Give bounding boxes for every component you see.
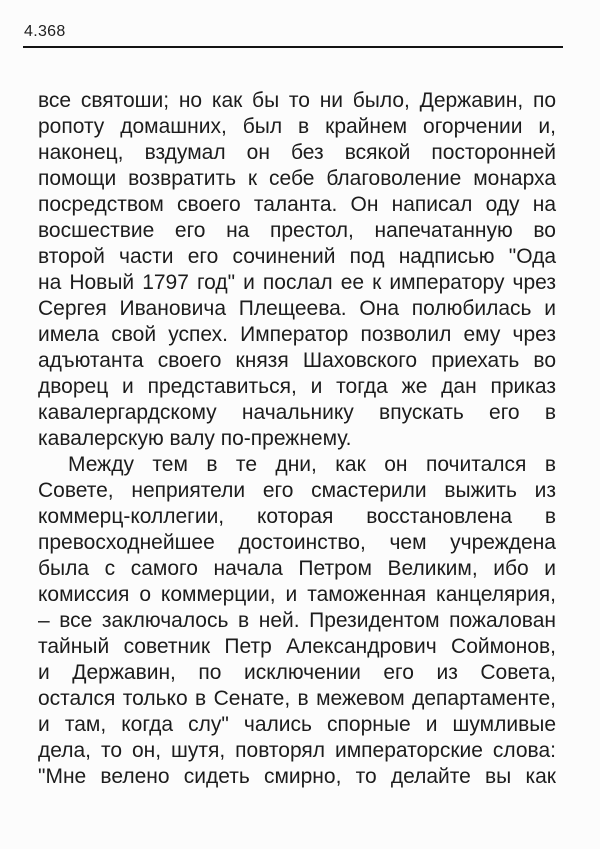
text-line: адъютанта своего князя Шаховского приехать во (38, 349, 556, 372)
text-body (38, 88, 556, 790)
text-line: посредством своего таланта. Он написал оду на (38, 193, 556, 216)
text-line: – все заключалось в ней. Президентом пожалован (38, 609, 556, 632)
text-line: дворец и представиться, и тогда же дан приказ (38, 375, 556, 398)
text-line: и там, когда слу" чались спорные и шумливые (38, 713, 556, 736)
text-line: остался только в Сенате, в межевом департаменте, (38, 687, 556, 710)
text-line: Сергея Ивановича Плещеева. Она полюбилась и (38, 297, 556, 320)
text-line: была с самого начала Петром Великим, ибо и (38, 557, 556, 580)
text-line: имела свой успех. Император позволил ему чрез (38, 323, 556, 346)
text-line: второй части его сочинений под надписью "Ода (38, 245, 556, 268)
text-line: превосходнейшее достоинство, чем учреждена (38, 531, 556, 554)
text-line: кавалергардскому начальнику впускать его в (38, 401, 556, 424)
header-rule (23, 46, 563, 48)
page-number: 4.368 (24, 23, 66, 40)
text-line: Между тем в те дни, как он почитался в (68, 453, 556, 476)
text-line: помощи возвратить к себе благоволение монарха (38, 167, 556, 190)
text-line: наконец, вздумал он без всякой посторонней (38, 141, 556, 164)
text-line: коммерц-коллегии, которая восстановлена в (38, 505, 556, 528)
text-line: тайный советник Петр Александрович Соймонов, (38, 635, 556, 658)
text-line: "Мне велено сидеть смирно, то делайте вы как (38, 765, 556, 788)
text-line: восшествие его на престол, напечатанную во (38, 219, 556, 242)
text-line: и Державин, по исключении его из Совета, (38, 661, 556, 684)
text-line: Совете, неприятели его смастерили выжить из (38, 479, 556, 502)
text-line: комиссия о коммерции, и таможенная канцелярия, (38, 583, 556, 606)
text-line: ропоту домашних, был в крайнем огорчении и, (38, 115, 556, 138)
text-line: дела, то он, шутя, повторял императорские слова: (38, 739, 556, 762)
text-line: на Новый 1797 год" и послал ее к императору чрез (38, 271, 556, 294)
text-line: все святоши; но как бы то ни было, Державин, по (38, 89, 556, 112)
text-line: кавалерскую валу по-прежнему. (38, 427, 352, 450)
